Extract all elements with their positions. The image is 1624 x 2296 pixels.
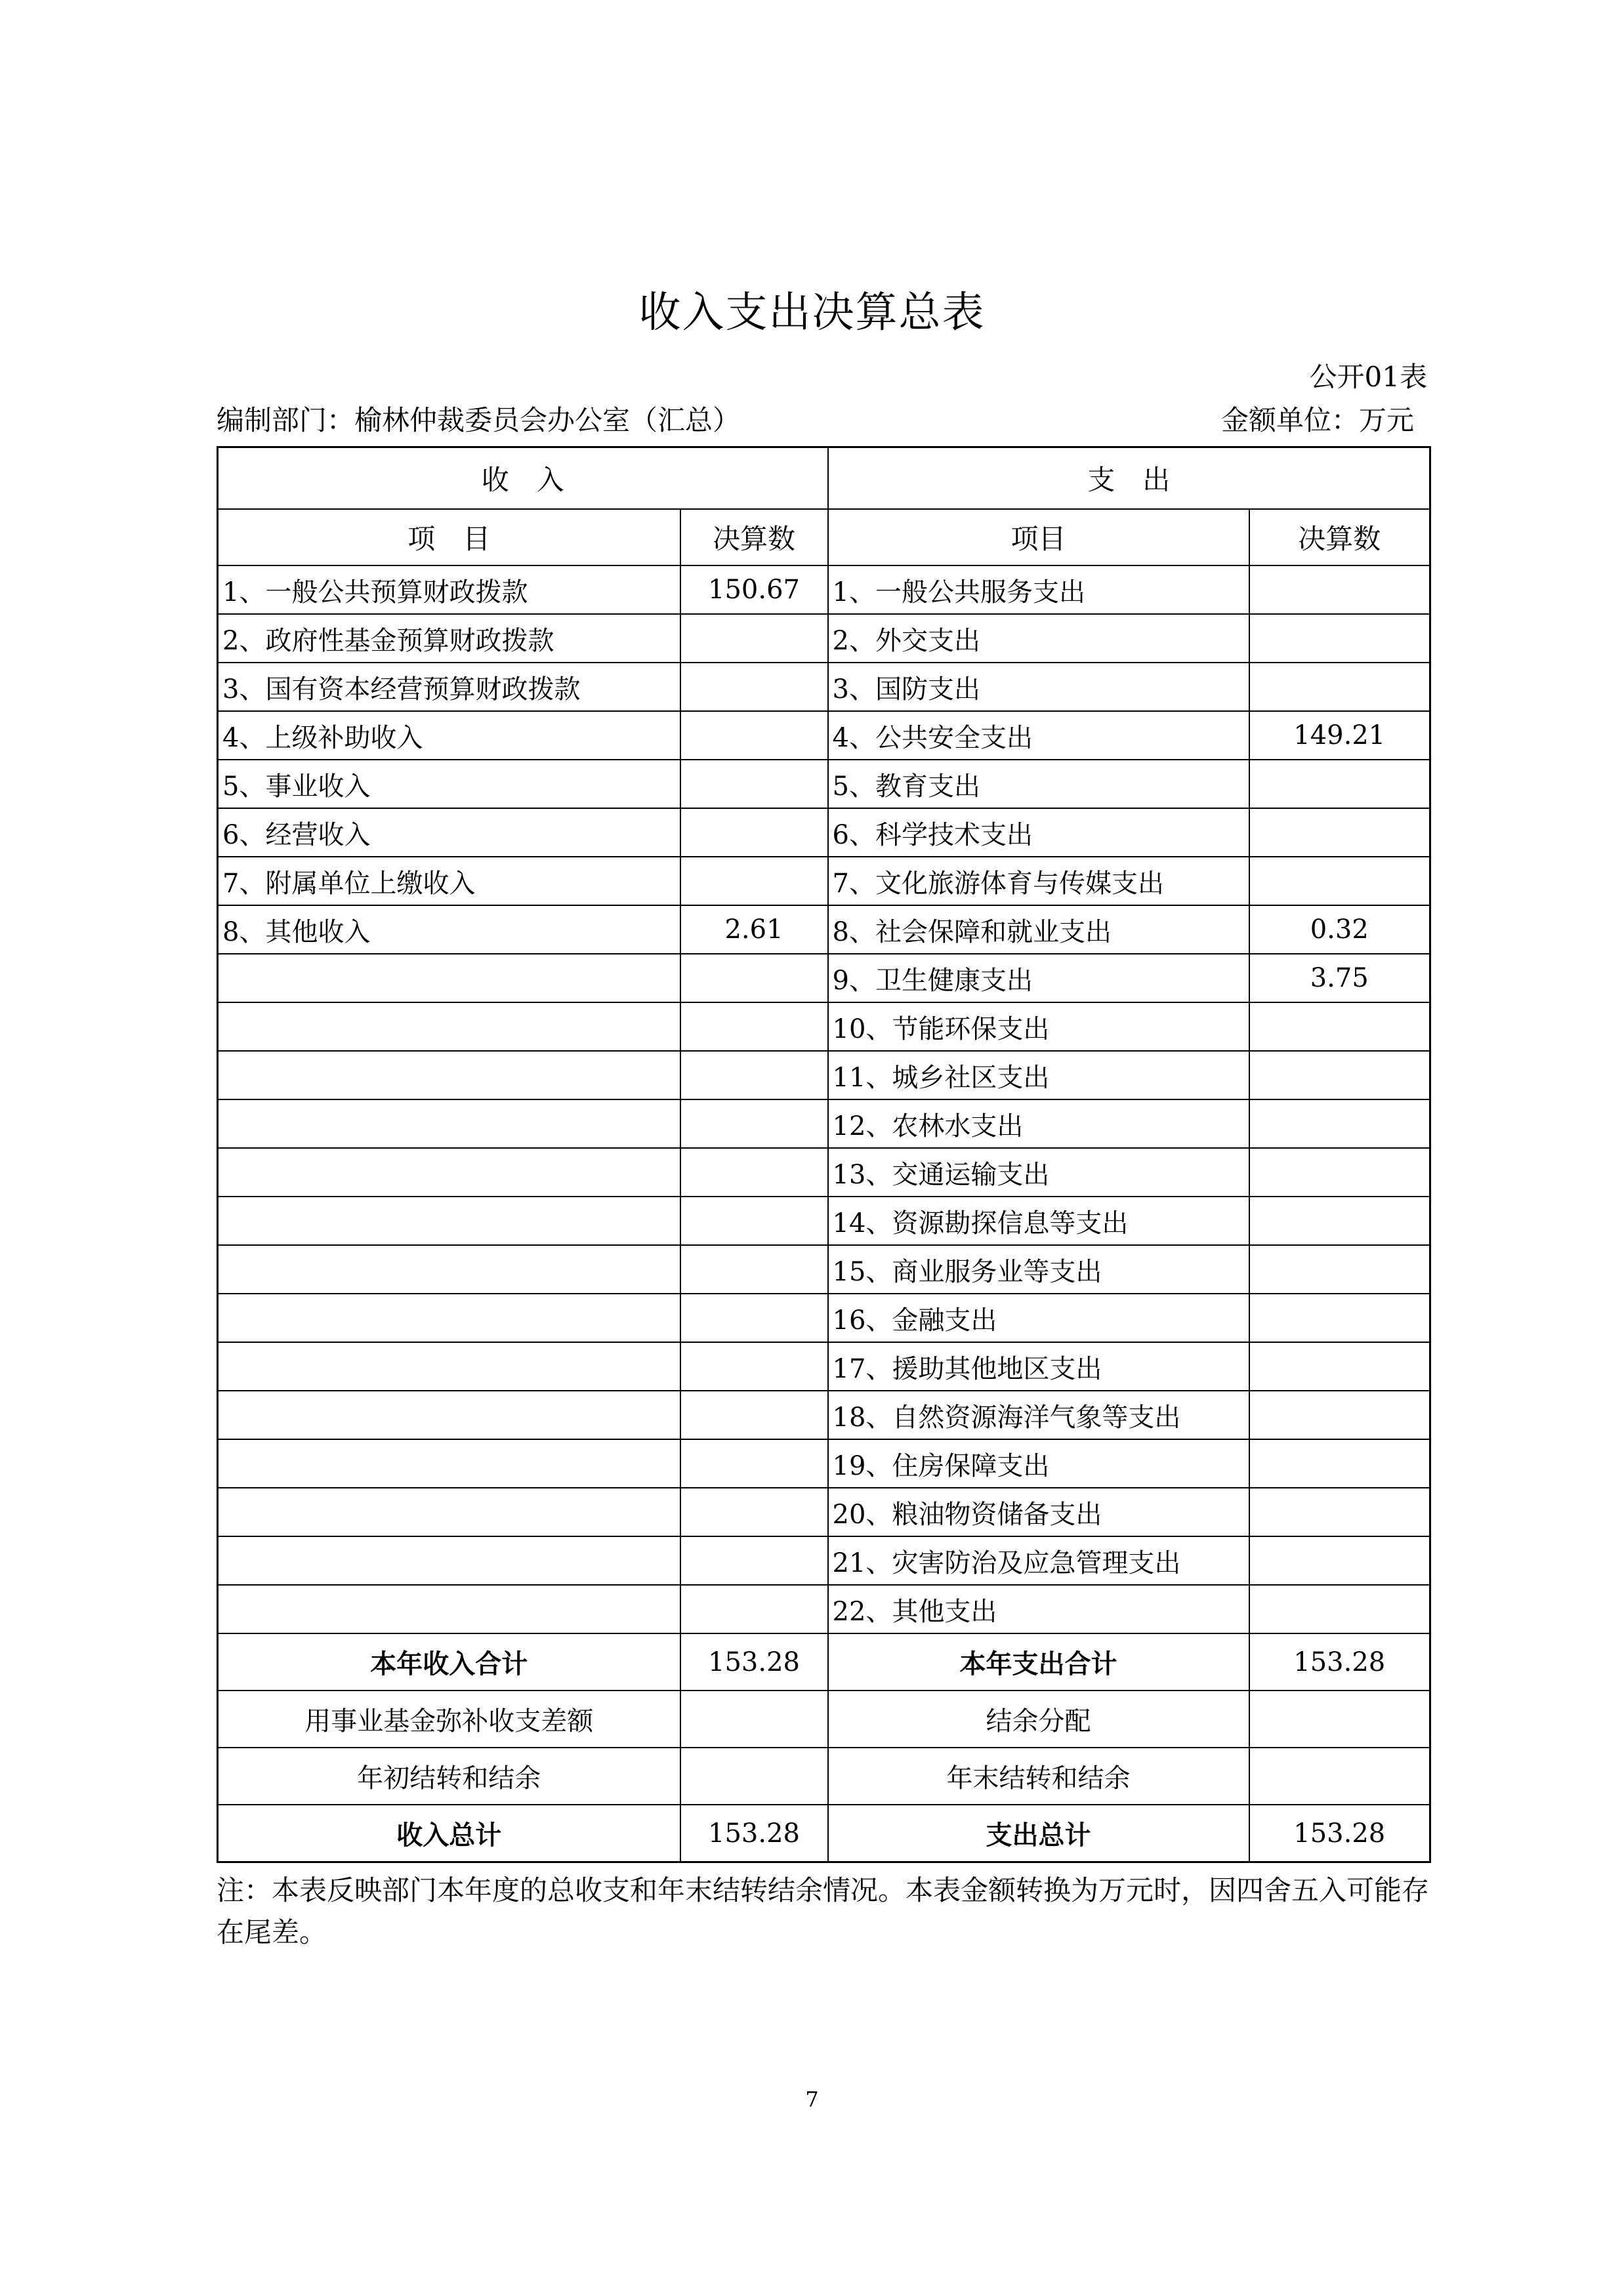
income-amount-cell: [680, 1197, 828, 1245]
expense-amount-cell: [1249, 565, 1430, 614]
table-row: [218, 1536, 1430, 1585]
table-row: [218, 905, 1430, 954]
income-amount-cell: [680, 711, 828, 760]
summary-income-label: 本年收入合计: [218, 1633, 680, 1691]
table-row: [218, 711, 1430, 760]
expense-amount-cell: [1249, 1488, 1430, 1536]
expense-amount-cell: [1249, 1294, 1430, 1342]
income-amount-cell: [680, 857, 828, 905]
page-title: 收入支出决算总表: [638, 289, 986, 337]
income-item-cell: [218, 1002, 680, 1051]
table-row: [218, 1342, 1430, 1391]
summary-rows: [218, 1633, 1430, 1862]
table-row: [218, 1391, 1430, 1439]
summary-income-amount: 153.28: [680, 1633, 828, 1691]
expense-amount-cell: 3.75: [1249, 954, 1430, 1002]
income-item-cell: [218, 954, 680, 1002]
table-row: [218, 1294, 1430, 1342]
income-item-cell: 3、国有资本经营预算财政拨款: [218, 663, 680, 711]
table-row: [218, 954, 1430, 1002]
expense-amount-cell: [1249, 857, 1430, 905]
table-row: [218, 565, 1430, 614]
expense-item-cell: 17、援助其他地区支出: [828, 1342, 1249, 1391]
summary-expense-label: 本年支出合计: [828, 1633, 1249, 1691]
income-item-cell: 2、政府性基金预算财政拨款: [218, 614, 680, 663]
income-amount-cell: [680, 614, 828, 663]
income-amount-cell: 150.67: [680, 565, 828, 614]
income-amount-cell: [680, 1099, 828, 1148]
income-amount-cell: [680, 1002, 828, 1051]
summary-row: [218, 1748, 1430, 1805]
department-name: 榆林仲裁委员会办公室（汇总）: [354, 404, 741, 436]
department-label: 编制部门：: [217, 404, 355, 436]
income-amount-cell: [680, 808, 828, 857]
income-amount-cell: [680, 1391, 828, 1439]
page-number: 7: [805, 2087, 819, 2112]
detail-rows: [218, 565, 1430, 1633]
summary-expense-label: 结余分配: [828, 1691, 1249, 1748]
expense-item-cell: 18、自然资源海洋气象等支出: [828, 1391, 1249, 1439]
income-amount-cell: [680, 1536, 828, 1585]
expense-amount-cell: [1249, 1197, 1430, 1245]
income-amount-cell: [680, 954, 828, 1002]
expense-item-cell: 12、农林水支出: [828, 1099, 1249, 1148]
expense-amount-cell: [1249, 1439, 1430, 1488]
amount-unit: 金额单位：万元: [1220, 404, 1414, 436]
income-item-cell: [218, 1536, 680, 1585]
summary-expense-amount: 153.28: [1249, 1805, 1430, 1862]
form-code: 公开01表: [1309, 361, 1427, 393]
income-item-cell: 1、一般公共预算财政拨款: [218, 565, 680, 614]
table-row: [218, 1197, 1430, 1245]
expense-item-cell: 11、城乡社区支出: [828, 1051, 1249, 1099]
income-amount-cell: [680, 663, 828, 711]
income-item-cell: [218, 1148, 680, 1197]
income-item-cell: [218, 1488, 680, 1536]
department-line: [217, 400, 740, 441]
table-row: [218, 1148, 1430, 1197]
income-amount-cell: [680, 1585, 828, 1633]
expense-item-cell: 15、商业服务业等支出: [828, 1245, 1249, 1294]
income-item-cell: [218, 1099, 680, 1148]
expense-item-cell: 20、粮油物资储备支出: [828, 1488, 1249, 1536]
income-item-cell: 6、经营收入: [218, 808, 680, 857]
table-row: [218, 1051, 1430, 1099]
summary-income-amount: [680, 1748, 828, 1805]
expense-amount-cell: [1249, 1536, 1430, 1585]
expense-amount-cell: [1249, 1051, 1430, 1099]
expense-amount-cell: [1249, 663, 1430, 711]
summary-income-label: 年初结转和结余: [218, 1748, 680, 1805]
summary-expense-label: 年末结转和结余: [828, 1748, 1249, 1805]
table-row: [218, 1099, 1430, 1148]
income-amount-cell: [680, 1294, 828, 1342]
summary-row: [218, 1805, 1430, 1862]
income-item-cell: 5、事业收入: [218, 760, 680, 808]
expense-item-cell: 6、科学技术支出: [828, 808, 1249, 857]
expense-amount-cell: 0.32: [1249, 905, 1430, 954]
income-amount-cell: [680, 1342, 828, 1391]
column-header-row: [218, 509, 1430, 565]
table-row: [218, 857, 1430, 905]
expense-amount-cell: [1249, 808, 1430, 857]
income-item-cell: 7、附属单位上缴收入: [218, 857, 680, 905]
expense-amount-cell: [1249, 1099, 1430, 1148]
expense-section-header: 支 出: [828, 447, 1430, 510]
income-expense-table: [217, 446, 1431, 1863]
income-item-cell: [218, 1197, 680, 1245]
footnote: 注：本表反映部门本年度的总收支和年末结转结余情况。本表金额转换为万元时，因四舍五入可能存在尾差。: [217, 1874, 1430, 1948]
summary-expense-amount: [1249, 1691, 1430, 1748]
expense-amount-cell: [1249, 1342, 1430, 1391]
expense-amount-cell: [1249, 1245, 1430, 1294]
income-amount-header: 决算数: [680, 509, 828, 565]
expense-amount-header: 决算数: [1249, 509, 1430, 565]
income-item-cell: [218, 1051, 680, 1099]
expense-amount-cell: [1249, 1585, 1430, 1633]
expense-item-cell: 14、资源勘探信息等支出: [828, 1197, 1249, 1245]
expense-item-cell: 21、灾害防治及应急管理支出: [828, 1536, 1249, 1585]
expense-item-cell: 5、教育支出: [828, 760, 1249, 808]
income-amount-cell: [680, 1051, 828, 1099]
summary-row: [218, 1633, 1430, 1691]
summary-income-amount: [680, 1691, 828, 1748]
expense-item-cell: 10、节能环保支出: [828, 1002, 1249, 1051]
expense-amount-cell: [1249, 1002, 1430, 1051]
income-amount-cell: [680, 1245, 828, 1294]
income-amount-cell: [680, 760, 828, 808]
expense-amount-cell: [1249, 1148, 1430, 1197]
expense-item-cell: 9、卫生健康支出: [828, 954, 1249, 1002]
summary-income-label: 用事业基金弥补收支差额: [218, 1691, 680, 1748]
expense-item-cell: 13、交通运输支出: [828, 1148, 1249, 1197]
summary-row: [218, 1691, 1430, 1748]
table-row: [218, 1488, 1430, 1536]
income-amount-cell: [680, 1488, 828, 1536]
expense-item-cell: 7、文化旅游体育与传媒支出: [828, 857, 1249, 905]
income-amount-cell: 2.61: [680, 905, 828, 954]
expense-amount-cell: [1249, 614, 1430, 663]
expense-item-cell: 22、其他支出: [828, 1585, 1249, 1633]
income-amount-cell: [680, 1148, 828, 1197]
summary-income-label: 收入总计: [218, 1805, 680, 1862]
expense-amount-cell: 149.21: [1249, 711, 1430, 760]
income-item-cell: [218, 1439, 680, 1488]
table-row: [218, 808, 1430, 857]
expense-item-cell: 8、社会保障和就业支出: [828, 905, 1249, 954]
income-item-cell: 8、其他收入: [218, 905, 680, 954]
income-amount-cell: [680, 1439, 828, 1488]
summary-expense-label: 支出总计: [828, 1805, 1249, 1862]
expense-item-cell: 3、国防支出: [828, 663, 1249, 711]
summary-expense-amount: [1249, 1748, 1430, 1805]
table-row: [218, 1002, 1430, 1051]
income-section-header: 收 入: [218, 447, 828, 510]
table-row: [218, 1585, 1430, 1633]
expense-item-cell: 2、外交支出: [828, 614, 1249, 663]
income-item-cell: [218, 1342, 680, 1391]
section-header-row: [218, 447, 1430, 510]
expense-item-cell: 19、住房保障支出: [828, 1439, 1249, 1488]
expense-item-header: 项目: [828, 509, 1249, 565]
table-row: [218, 760, 1430, 808]
income-item-header: 项 目: [218, 509, 680, 565]
expense-item-cell: 1、一般公共服务支出: [828, 565, 1249, 614]
income-item-cell: [218, 1585, 680, 1633]
income-item-cell: [218, 1391, 680, 1439]
summary-income-amount: 153.28: [680, 1805, 828, 1862]
table-row: [218, 614, 1430, 663]
summary-expense-amount: 153.28: [1249, 1633, 1430, 1691]
table-row: [218, 1439, 1430, 1488]
expense-amount-cell: [1249, 760, 1430, 808]
expense-item-cell: 4、公共安全支出: [828, 711, 1249, 760]
income-item-cell: 4、上级补助收入: [218, 711, 680, 760]
table-row: [218, 1245, 1430, 1294]
expense-amount-cell: [1249, 1391, 1430, 1439]
income-item-cell: [218, 1245, 680, 1294]
income-item-cell: [218, 1294, 680, 1342]
expense-item-cell: 16、金融支出: [828, 1294, 1249, 1342]
table-row: [218, 663, 1430, 711]
